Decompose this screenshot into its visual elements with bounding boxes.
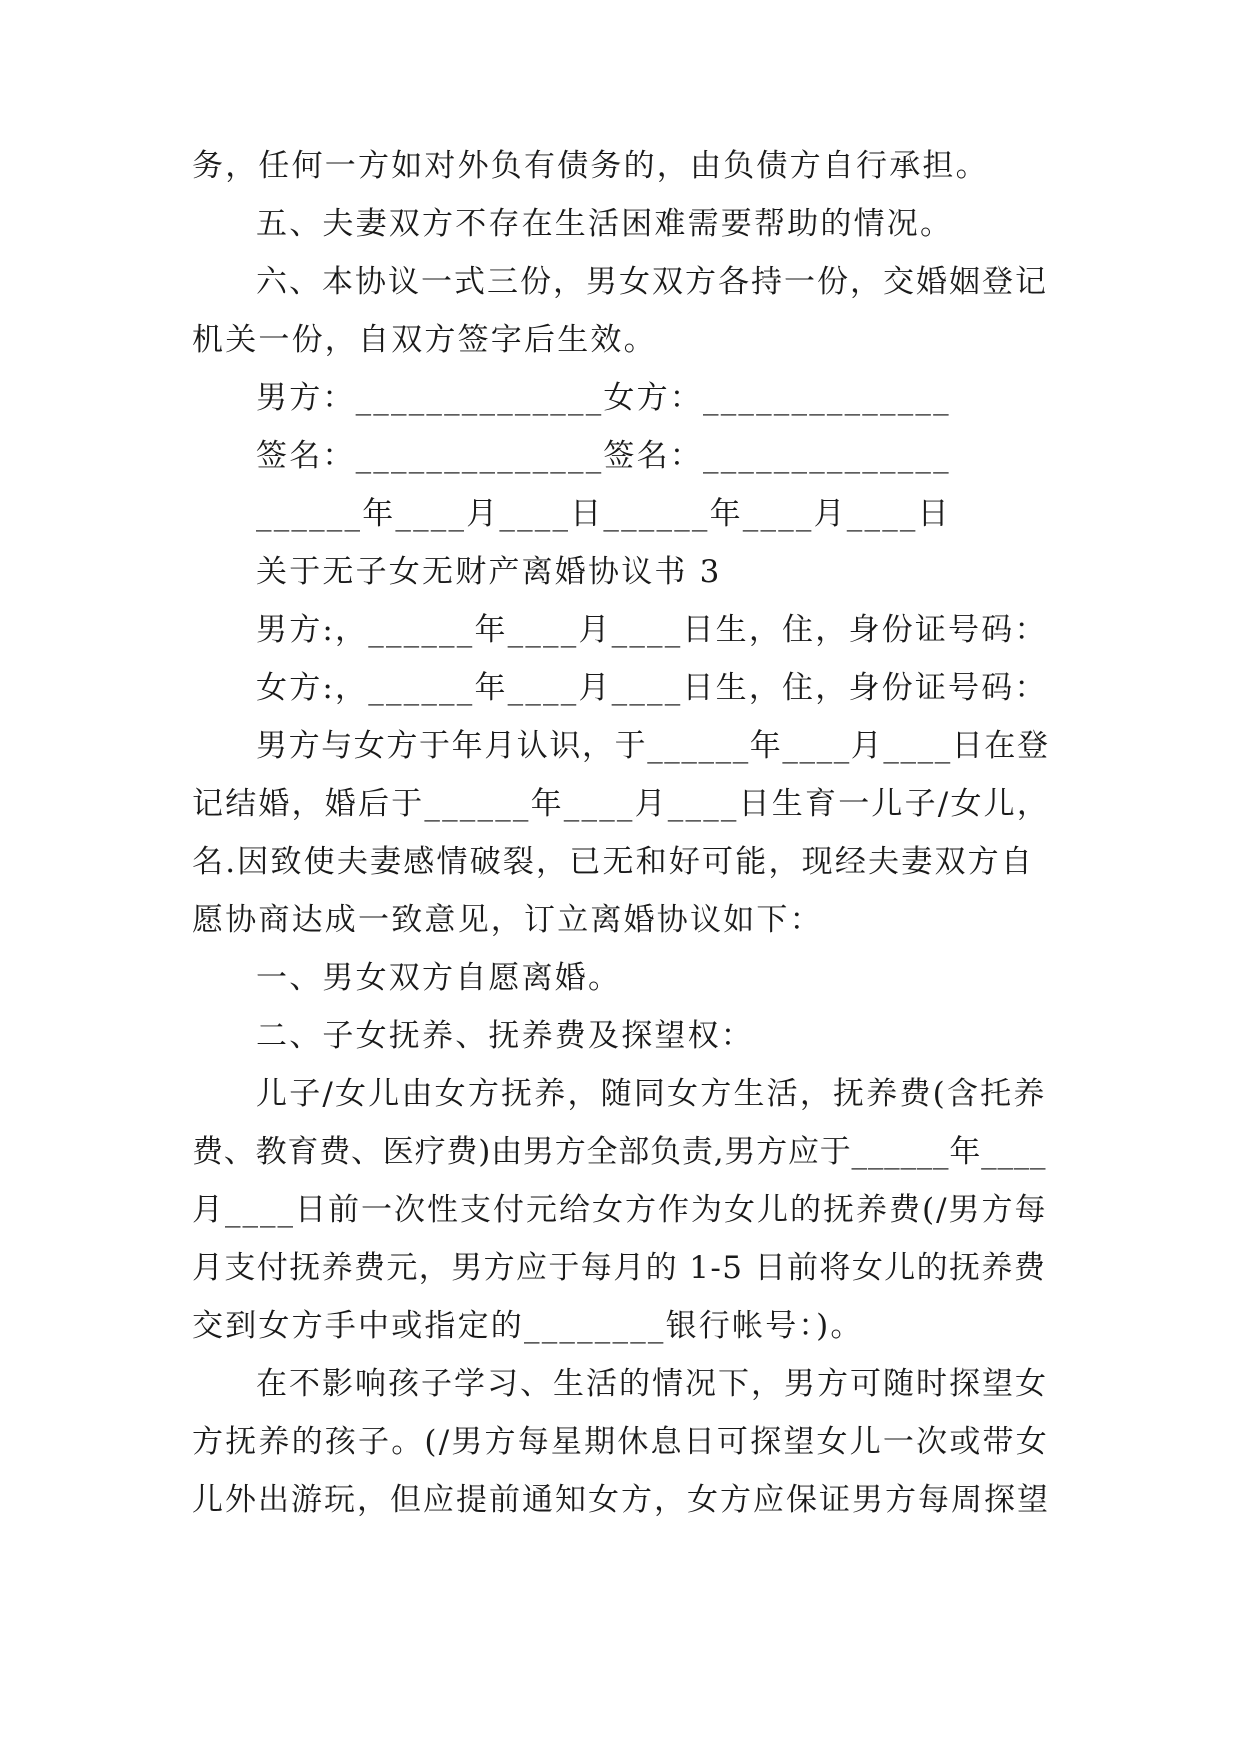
text-line: 记结婚，婚后于______年____月____日生育一儿子/女儿， [192,786,1051,822]
text-line: 五、夫妻双方不存在生活困难需要帮助的情况。 [256,206,954,242]
text-line: 交到女方手中或指定的________银行帐号：)。 [192,1308,864,1344]
signature-date-line: ______年____月____日______年____月____日 [256,496,951,532]
text-line: 儿子/女儿由女方抚养，随同女方生活，抚养费(含托养 [256,1076,1047,1112]
text-line: 月____日前一次性支付元给女方作为女儿的抚养费(/男方每 [192,1192,1048,1228]
text-line: 男方:，______年____月____日生，住，身份证号码： [256,612,1048,648]
text-line: 名.因致使夫妻感情破裂，已无和好可能，现经夫妻双方自 [192,844,1035,880]
text-line: 费、教育费、医疗费)由男方全部负责,男方应于______年____ [192,1134,1047,1170]
text-line: 男方与女方于年月认识，于______年____月____日在登 [256,728,1050,764]
text-line: 月支付抚养费元，男方应于每月的 1-5 日前将女儿的抚养费 [192,1250,1047,1286]
text-line: 在不影响孩子学习、生活的情况下，男方可随时探望女 [256,1366,1048,1402]
signature-line-sign: 签名：______________签名：______________ [256,438,951,474]
text-line: 机关一份，自双方签字后生效。 [192,322,657,358]
text-line: 一、男女双方自愿离婚。 [256,960,622,996]
text-line: 儿外出游玩，但应提前通知女方，女方应保证男方每周探望 [192,1482,1050,1518]
text-line: 二、子女抚养、抚养费及探望权： [256,1018,754,1054]
signature-line-male-female: 男方：______________女方：______________ [256,380,951,416]
section-title: 关于无子女无财产离婚协议书 3 [256,554,722,590]
text-line: 愿协商达成一致意见，订立离婚协议如下： [192,902,823,938]
text-line: 方抚养的孩子。(/男方每星期休息日可探望女儿一次或带女 [192,1424,1049,1460]
text-line: 六、本协议一式三份，男女双方各持一份，交婚姻登记 [256,264,1048,300]
text-line: 务，任何一方如对外负有债务的，由负债方自行承担。 [192,148,989,184]
text-line: 女方:，______年____月____日生，住，身份证号码： [256,670,1048,706]
